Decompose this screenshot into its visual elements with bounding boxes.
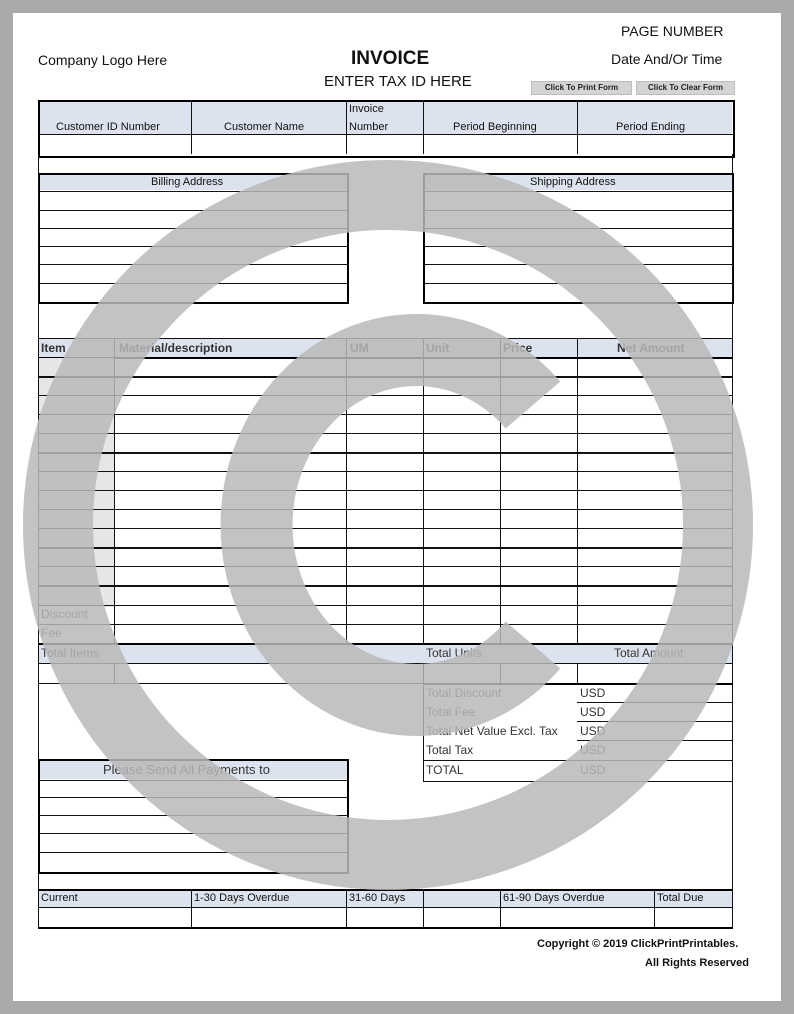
net-amount-col-header: Net Amount (617, 341, 685, 355)
page-number: PAGE NUMBER (621, 23, 724, 39)
customer-name-label: Customer Name (224, 121, 305, 133)
currency-net: USD (580, 724, 606, 738)
billing-address-box (38, 173, 349, 304)
price-col-header: Price (503, 341, 533, 355)
print-form-button[interactable]: Click To Print Form (531, 81, 632, 95)
aging-31-60-label: 31-60 Days (349, 892, 406, 904)
shipping-address-label: Shipping Address (530, 176, 616, 188)
aging-1-30-label: 1-30 Days Overdue (194, 892, 290, 904)
grand-total-label: TOTAL (426, 763, 464, 777)
company-logo-placeholder: Company Logo Here (38, 52, 168, 68)
unit-col-header: Unit (426, 341, 450, 355)
currency-tax: USD (580, 743, 606, 757)
aging-61-90-label: 61-90 Days Overdue (503, 892, 605, 904)
total-tax-label: Total Tax (426, 743, 474, 757)
item-col-header: Item (41, 341, 66, 355)
aging-current-label: Current (41, 892, 78, 904)
invoice-number-label: Invoice (349, 103, 384, 115)
total-items-label: Total Items (41, 646, 100, 660)
currency-total: USD (580, 763, 606, 777)
period-ending-label: Period Ending (616, 121, 686, 133)
currency-fee: USD (580, 705, 606, 719)
customer-id-label: Customer ID Number (56, 121, 160, 133)
tax-id: ENTER TAX ID HERE (324, 73, 472, 90)
currency-discount: USD (580, 686, 606, 700)
total-net-value-label: Total Net Value Excl. Tax (426, 724, 558, 738)
total-fee-label: Total Fee (426, 705, 476, 719)
invoice-sheet (13, 13, 781, 1001)
date-time: Date And/Or Time (611, 51, 723, 67)
billing-address-label: Billing Address (151, 176, 224, 188)
total-amount-label: Total Amount (614, 646, 684, 660)
um-col-header: UM (350, 341, 369, 355)
clear-form-button[interactable]: Click To Clear Form (636, 81, 735, 95)
description-col-header: Material/description (119, 341, 233, 355)
rights-text: All Rights Reserved (645, 957, 749, 969)
fee-row-label: Fee (41, 626, 62, 640)
discount-row-label: Discount (41, 607, 88, 621)
total-discount-label: Total Discount (426, 686, 502, 700)
total-units-label: Total Units (426, 646, 483, 660)
invoice-title: INVOICE (351, 48, 430, 69)
shipping-address-box (423, 173, 734, 304)
payments-title: Please Send All Payments to (103, 762, 270, 777)
copyright-text: Copyright © 2019 ClickPrintPrintables. (537, 938, 739, 950)
aging-total-due-label: Total Due (657, 892, 704, 904)
invoice-number-label-2: Number (349, 121, 389, 133)
period-beginning-label: Period Beginning (453, 121, 537, 133)
